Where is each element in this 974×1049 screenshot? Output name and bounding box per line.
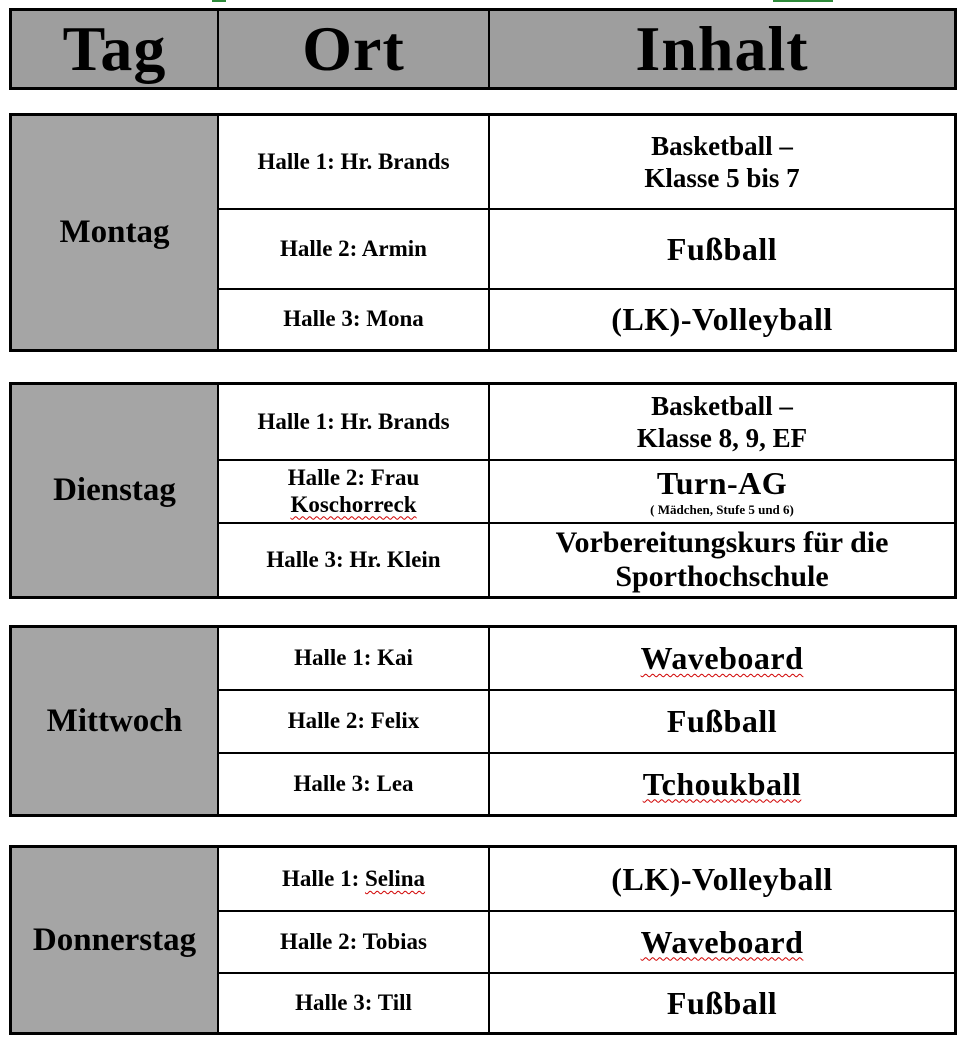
- inhalt-cell: Fußball: [666, 703, 778, 739]
- ort-cell: Halle 3: Lea: [219, 754, 490, 814]
- table-row: [219, 288, 954, 349]
- inhalt-cell: [490, 754, 954, 814]
- table-row: [219, 116, 954, 208]
- inhalt-title: Turn-AG: [656, 465, 788, 501]
- inhalt-line: Basketball –: [651, 390, 793, 421]
- green-mark: [212, 0, 226, 2]
- inhalt-cell: (LK)-Volleyball: [611, 301, 833, 337]
- inhalt-cell: [490, 912, 954, 972]
- day-label: Mittwoch: [12, 628, 219, 814]
- inhalt-cell: [490, 628, 954, 689]
- inhalt-cell: [490, 461, 954, 522]
- table-row: [219, 848, 954, 910]
- ort-line: Koschorreck: [290, 491, 417, 517]
- ort-cell: Halle 3: Mona: [219, 290, 490, 349]
- table-row: [219, 972, 954, 1032]
- table-row: [219, 689, 954, 752]
- day-label: Dienstag: [12, 385, 219, 596]
- day-label: Donnerstag: [12, 848, 219, 1032]
- table-row: [219, 459, 954, 522]
- ort-name: Selina: [364, 865, 426, 891]
- header-tag: Tag: [12, 11, 219, 87]
- ort-prefix: Halle 1:: [281, 865, 365, 891]
- ort-cell: Halle 1: Hr. Brands: [219, 116, 490, 208]
- day-rows: [219, 116, 954, 349]
- inhalt-line: Klasse 5 bis 7: [644, 163, 800, 193]
- table-row: [219, 208, 954, 288]
- inhalt-text: Tchoukball: [642, 765, 802, 802]
- ort-cell: [219, 848, 490, 910]
- ort-cell: Halle 2: Felix: [219, 691, 490, 752]
- day-block-donnerstag: [9, 845, 957, 1035]
- table-header: [9, 8, 957, 90]
- top-edge-marks: [9, 0, 957, 3]
- table-row: [219, 910, 954, 972]
- day-rows: [219, 848, 954, 1032]
- ort-cell: Halle 2: Tobias: [219, 912, 490, 972]
- inhalt-note: ( Mädchen, Stufe 5 und 6): [650, 502, 794, 517]
- ort-cell: Halle 1: Kai: [219, 628, 490, 689]
- inhalt-cell: Fußball: [666, 984, 778, 1021]
- table-row: [219, 385, 954, 459]
- ort-cell: Halle 1: Hr. Brands: [219, 385, 490, 459]
- ort-line: Halle 2: Frau: [287, 465, 420, 491]
- day-rows: [219, 385, 954, 596]
- table-row: [219, 752, 954, 814]
- inhalt-cell: [490, 524, 954, 596]
- header-inhalt: Inhalt: [635, 13, 809, 84]
- green-mark: [773, 0, 833, 2]
- day-rows: [219, 628, 954, 814]
- inhalt-line: Klasse 8, 9, EF: [636, 423, 808, 453]
- day-block-dienstag: [9, 382, 957, 599]
- ort-cell: Halle 3: Hr. Klein: [219, 524, 490, 596]
- inhalt-line: Vorbereitungskurs für die: [555, 525, 889, 559]
- ort-cell: Halle 2: Armin: [219, 210, 490, 288]
- day-block-mittwoch: [9, 625, 957, 817]
- ort-cell: Halle 3: Till: [219, 974, 490, 1032]
- table-row: [219, 628, 954, 689]
- day-block-montag: [9, 113, 957, 352]
- inhalt-cell: Fußball: [666, 230, 778, 267]
- inhalt-cell: (LK)-Volleyball: [611, 860, 833, 897]
- inhalt-cell: [490, 116, 954, 208]
- inhalt-cell: [490, 385, 954, 459]
- inhalt-text: Waveboard: [640, 640, 804, 676]
- table-row: [219, 522, 954, 596]
- inhalt-line: Sporthochschule: [615, 560, 829, 593]
- day-label: Montag: [12, 116, 219, 349]
- inhalt-line: Basketball –: [651, 130, 793, 161]
- ort-cell: [219, 461, 490, 522]
- header-ort: Ort: [219, 11, 490, 87]
- inhalt-text: Waveboard: [640, 923, 804, 960]
